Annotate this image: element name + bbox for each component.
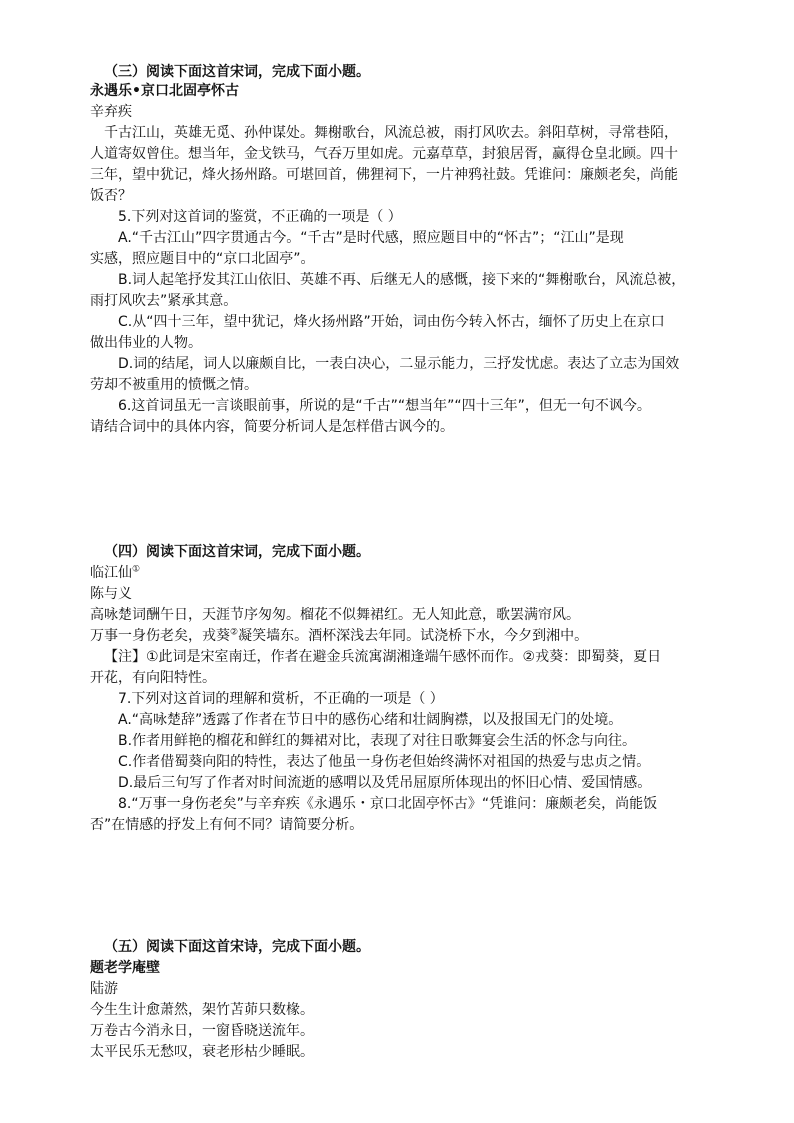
- q5-option-c-cont: 做出伟业的人物。: [90, 335, 202, 351]
- q5-option-b: B.词人起笔抒发其江山依旧、英雄不再、后继无人的感慨，接下来的“舞榭歌台，风流总被，: [118, 272, 686, 288]
- footnote-marker: ②: [230, 627, 239, 638]
- footnote-marker: ①: [132, 564, 141, 575]
- question-7: 7.下列对这首词的理解和赏析，不正确的一项是（ ）: [118, 691, 444, 707]
- poem-line-part: 万事一身伤老矣，戎葵: [90, 628, 230, 644]
- q5-option-b-cont: 雨打风吹去”紧承其意。: [90, 293, 238, 309]
- section3-author: 辛弃疾: [90, 104, 132, 120]
- q7-option-a: A.“高咏楚辞”透露了作者在节日中的感伤心绪和壮阔胸襟，以及报国无门的处境。: [118, 712, 623, 728]
- section3-poem-line: 三年，望中犹记，烽火扬州路。可堪回首，佛狸祠下，一片神鸦社鼓。凭谁问：廉颇老矣，尚能: [90, 167, 678, 183]
- question-5: 5.下列对这首词的鉴赏，不正确的一项是（ ）: [118, 209, 402, 225]
- q5-option-a: A.“千古江山”四字贯通古今。“千古”是时代感，照应题目中的“怀古”；“江山”是现: [118, 230, 624, 246]
- section4-note: 【注】①此词是宋室南迁，作者在避金兵流寓湖湘逢端午感怀而作。②戎葵：即蜀葵，夏日: [104, 649, 662, 665]
- section4-heading: （四）阅读下面这首宋词，完成下面小题。: [104, 544, 370, 560]
- section4-author: 陈与义: [90, 586, 132, 602]
- section4-poem-title: [90, 564, 740, 583]
- section5-poem-line: 万卷古今消永日，一窗昏晓送流年。: [90, 1023, 314, 1039]
- section5-author: 陆游: [90, 981, 118, 997]
- section4-poem-line: [90, 627, 740, 646]
- section5-poem-line: 今生生计愈萧然，架竹苫茆只数椽。: [90, 1002, 314, 1018]
- section3-poem-line: 千古江山，英雄无觅、孙仲谋处。舞榭歌台，风流总被，雨打风吹去。斜阳草树，寻常巷陌，: [104, 125, 678, 141]
- question-8: 8.“万事一身伤老矣”与辛弃疾《永遇乐・京口北固亭怀古》“凭谁问：廉颇老矣，尚能饭: [118, 796, 658, 812]
- section3-heading: （三）阅读下面这首宋词，完成下面小题。: [104, 64, 370, 80]
- q5-option-d: D.词的结尾，词人以廉颇自比，一表白决心，二显示能力，三抒发忧虑。表达了立志为国效: [118, 356, 680, 372]
- q5-option-c: C.从“四十三年，望中犹记，烽火扬州路”开始，词由伤今转入怀古，缅怀了历史上在京口: [118, 314, 665, 330]
- section5-poem-title: 题老学庵壁: [90, 960, 160, 976]
- section3-poem-line: 饭否？: [90, 188, 132, 204]
- section5-heading: （五）阅读下面这首宋诗，完成下面小题。: [104, 939, 370, 955]
- q5-option-d-cont: 劳却不被重用的愤慨之情。: [90, 377, 258, 393]
- question-6: 6.这首词虽无一言谈眼前事，所说的是“千古”“想当年”“四十三年”，但无一句不讽今。: [118, 398, 651, 414]
- section4-note-cont: 开花，有向阳特性。: [90, 670, 216, 686]
- question-6-cont: 请结合词中的具体内容，简要分析词人是怎样借古讽今的。: [90, 419, 454, 435]
- q7-option-c: C.作者借蜀葵向阳的特性，表达了他虽一身伤老但始终满怀对祖国的热爱与忠贞之情。: [118, 754, 651, 770]
- q5-option-a-cont: 实感，照应题目中的“京口北固亭”。: [90, 251, 315, 267]
- section5-poem-line: 太平民乐无愁叹，衰老形枯少睡眠。: [90, 1044, 314, 1060]
- question-8-cont: 否”在情感的抒发上有何不同？请简要分析。: [90, 817, 364, 833]
- section3-poem-title: 永遇乐•京口北固亭怀古: [90, 83, 239, 99]
- section4-poem-line: 高咏楚词酬午日，天涯节序匆匆。榴花不似舞裙红。无人知此意，歌罢满帘风。: [90, 607, 580, 623]
- q7-option-b: B.作者用鲜艳的榴花和鲜红的舞裙对比，表现了对往日歌舞宴会生活的怀念与向往。: [118, 733, 637, 749]
- q7-option-d: D.最后三句写了作者对时间流逝的感喟以及凭吊屈原所体现出的怀旧心情、爱国情感。: [118, 775, 652, 791]
- poem-line-part: 凝笑墙东。酒杯深浅去年同。试浇桥下水，今夕到湘中。: [238, 628, 589, 644]
- section3-poem-line: 人道寄奴曾住。想当年，金戈铁马，气吞万里如虎。元嘉草草，封狼居胥，赢得仓皇北顾。四十: [90, 146, 678, 162]
- poem-title-text: 临江仙: [90, 565, 132, 581]
